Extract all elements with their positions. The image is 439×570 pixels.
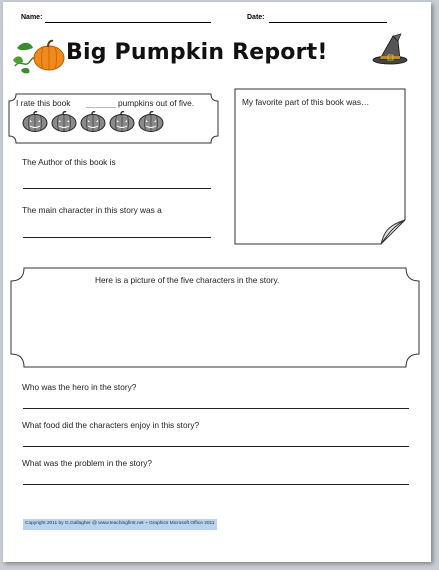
- food-question: What food did the characters enjoy in this story?: [22, 420, 200, 430]
- main-character-question: The main character in this story was a: [22, 205, 162, 215]
- rating-blank[interactable]: [86, 107, 116, 108]
- hero-question: Who was the hero in the story?: [22, 382, 137, 392]
- pumpkin-icon[interactable]: [138, 111, 164, 132]
- witch-hat-icon: [371, 32, 409, 66]
- date-field[interactable]: [269, 22, 387, 23]
- problem-question: What was the problem in the story?: [22, 458, 153, 468]
- rating-suffix: pumpkins out of five.: [118, 98, 195, 108]
- name-field[interactable]: [45, 22, 211, 23]
- picture-box[interactable]: [10, 267, 420, 368]
- copyright-footer: Copyright 2011 by G.Gallagher @ www.teachingfirst.net ~ Graphics Microsoft Office 2011: [23, 519, 217, 530]
- picture-box-label: Here is a picture of the five characters in the story.: [95, 275, 280, 285]
- problem-answer-line[interactable]: [23, 484, 409, 485]
- author-question: The Author of this book is: [22, 157, 116, 167]
- favorite-part-label: My favorite part of this book was…: [242, 97, 370, 107]
- report-title: Big Pumpkin Report!: [66, 40, 328, 65]
- name-label: Name:: [21, 14, 43, 21]
- food-answer-line[interactable]: [23, 446, 409, 447]
- date-label: Date:: [247, 14, 265, 21]
- main-character-answer-line[interactable]: [23, 237, 211, 238]
- rating-prefix: I rate this book: [16, 98, 71, 108]
- favorite-part-frame: [234, 88, 406, 245]
- favorite-part-box[interactable]: [234, 88, 406, 245]
- author-answer-line[interactable]: [23, 188, 211, 189]
- pumpkin-icon[interactable]: [109, 111, 135, 132]
- hero-answer-line[interactable]: [23, 408, 409, 409]
- pumpkin-vine-icon: [11, 36, 67, 76]
- worksheet-page: [3, 2, 431, 562]
- rating-box: [8, 93, 219, 144]
- pumpkin-icon[interactable]: [22, 111, 48, 132]
- pumpkin-icon[interactable]: [80, 111, 106, 132]
- pumpkin-rating-row: [22, 111, 164, 132]
- pumpkin-icon[interactable]: [51, 111, 77, 132]
